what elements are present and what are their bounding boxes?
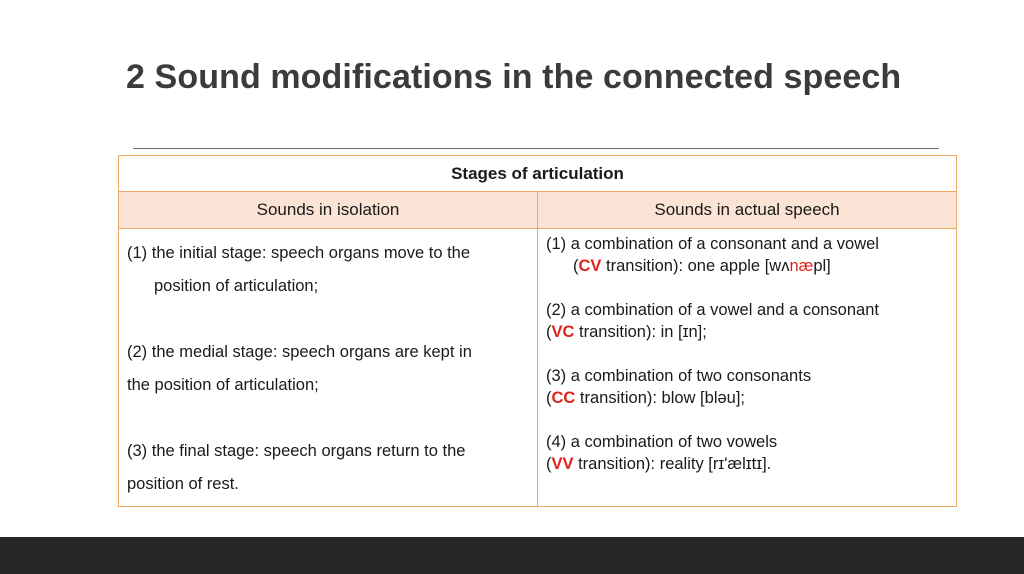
spacer bbox=[127, 303, 527, 336]
title-divider bbox=[133, 148, 939, 149]
transition-vv-line-2 bbox=[546, 453, 950, 475]
transition-vc-line-2 bbox=[546, 321, 950, 343]
isolation-stage-3-line-1: (3) the final stage: speech organs return to the bbox=[127, 442, 466, 460]
isolation-stage-1-line-2: position of articulation; bbox=[154, 277, 319, 295]
table-body-row bbox=[119, 229, 957, 507]
transition-cv-line-1: (1) a combination of a consonant and a vowel bbox=[546, 235, 879, 253]
column-header-isolation: Sounds in isolation bbox=[119, 192, 538, 229]
transition-cv-text: transition): one apple [wʌ bbox=[601, 257, 790, 275]
actual-speech-cell bbox=[538, 229, 957, 507]
column-header-actual-speech: Sounds in actual speech bbox=[538, 192, 957, 229]
transition-cv bbox=[546, 233, 950, 277]
transition-code-vc: VC bbox=[551, 323, 575, 341]
isolation-stage-1-line-1: (1) the initial stage: speech organs move to the bbox=[127, 244, 471, 262]
transition-cc-text: transition): blow [bləu]; bbox=[575, 389, 746, 407]
transition-vv-line-1: (4) a combination of two vowels bbox=[546, 433, 778, 451]
table-header: Stages of articulation bbox=[119, 156, 957, 192]
linking-sound-highlight: næ bbox=[789, 257, 814, 275]
transition-cc-line-1: (3) a combination of two consonants bbox=[546, 367, 812, 385]
transition-cc-line-2 bbox=[546, 387, 950, 409]
isolation-cell bbox=[119, 229, 538, 507]
transition-code-vv: VV bbox=[551, 455, 574, 473]
spacer bbox=[127, 402, 527, 435]
column-header-row bbox=[119, 192, 957, 229]
transition-code-cv: CV bbox=[578, 257, 602, 275]
bottom-bar bbox=[0, 537, 1024, 574]
transition-vc-text: transition): in [ɪn]; bbox=[574, 323, 707, 341]
transition-vv bbox=[546, 431, 950, 475]
slide-title: 2 Sound modifications in the connected speech bbox=[126, 58, 902, 96]
paren: ( bbox=[546, 389, 552, 407]
isolation-stage-2-line-2: the position of articulation; bbox=[127, 376, 319, 394]
isolation-stage-3-line-2: position of rest. bbox=[127, 475, 239, 493]
isolation-stage-2-line-1: (2) the medial stage: speech organs are kept in bbox=[127, 343, 472, 361]
articulation-table bbox=[118, 155, 957, 507]
transition-code-cc: CC bbox=[551, 389, 576, 407]
transition-vv-text: transition): reality [rɪ'ælɪtɪ]. bbox=[573, 455, 772, 473]
transition-vc-line-1: (2) a combination of a vowel and a consonant bbox=[546, 301, 879, 319]
paren: ( bbox=[573, 257, 579, 275]
transition-cv-line-2 bbox=[546, 255, 950, 277]
transition-vc bbox=[546, 299, 950, 343]
transition-cc bbox=[546, 365, 950, 409]
table-header-row bbox=[119, 156, 957, 192]
paren: ( bbox=[546, 455, 552, 473]
paren: ( bbox=[546, 323, 552, 341]
transition-cv-end: pl] bbox=[813, 257, 831, 275]
